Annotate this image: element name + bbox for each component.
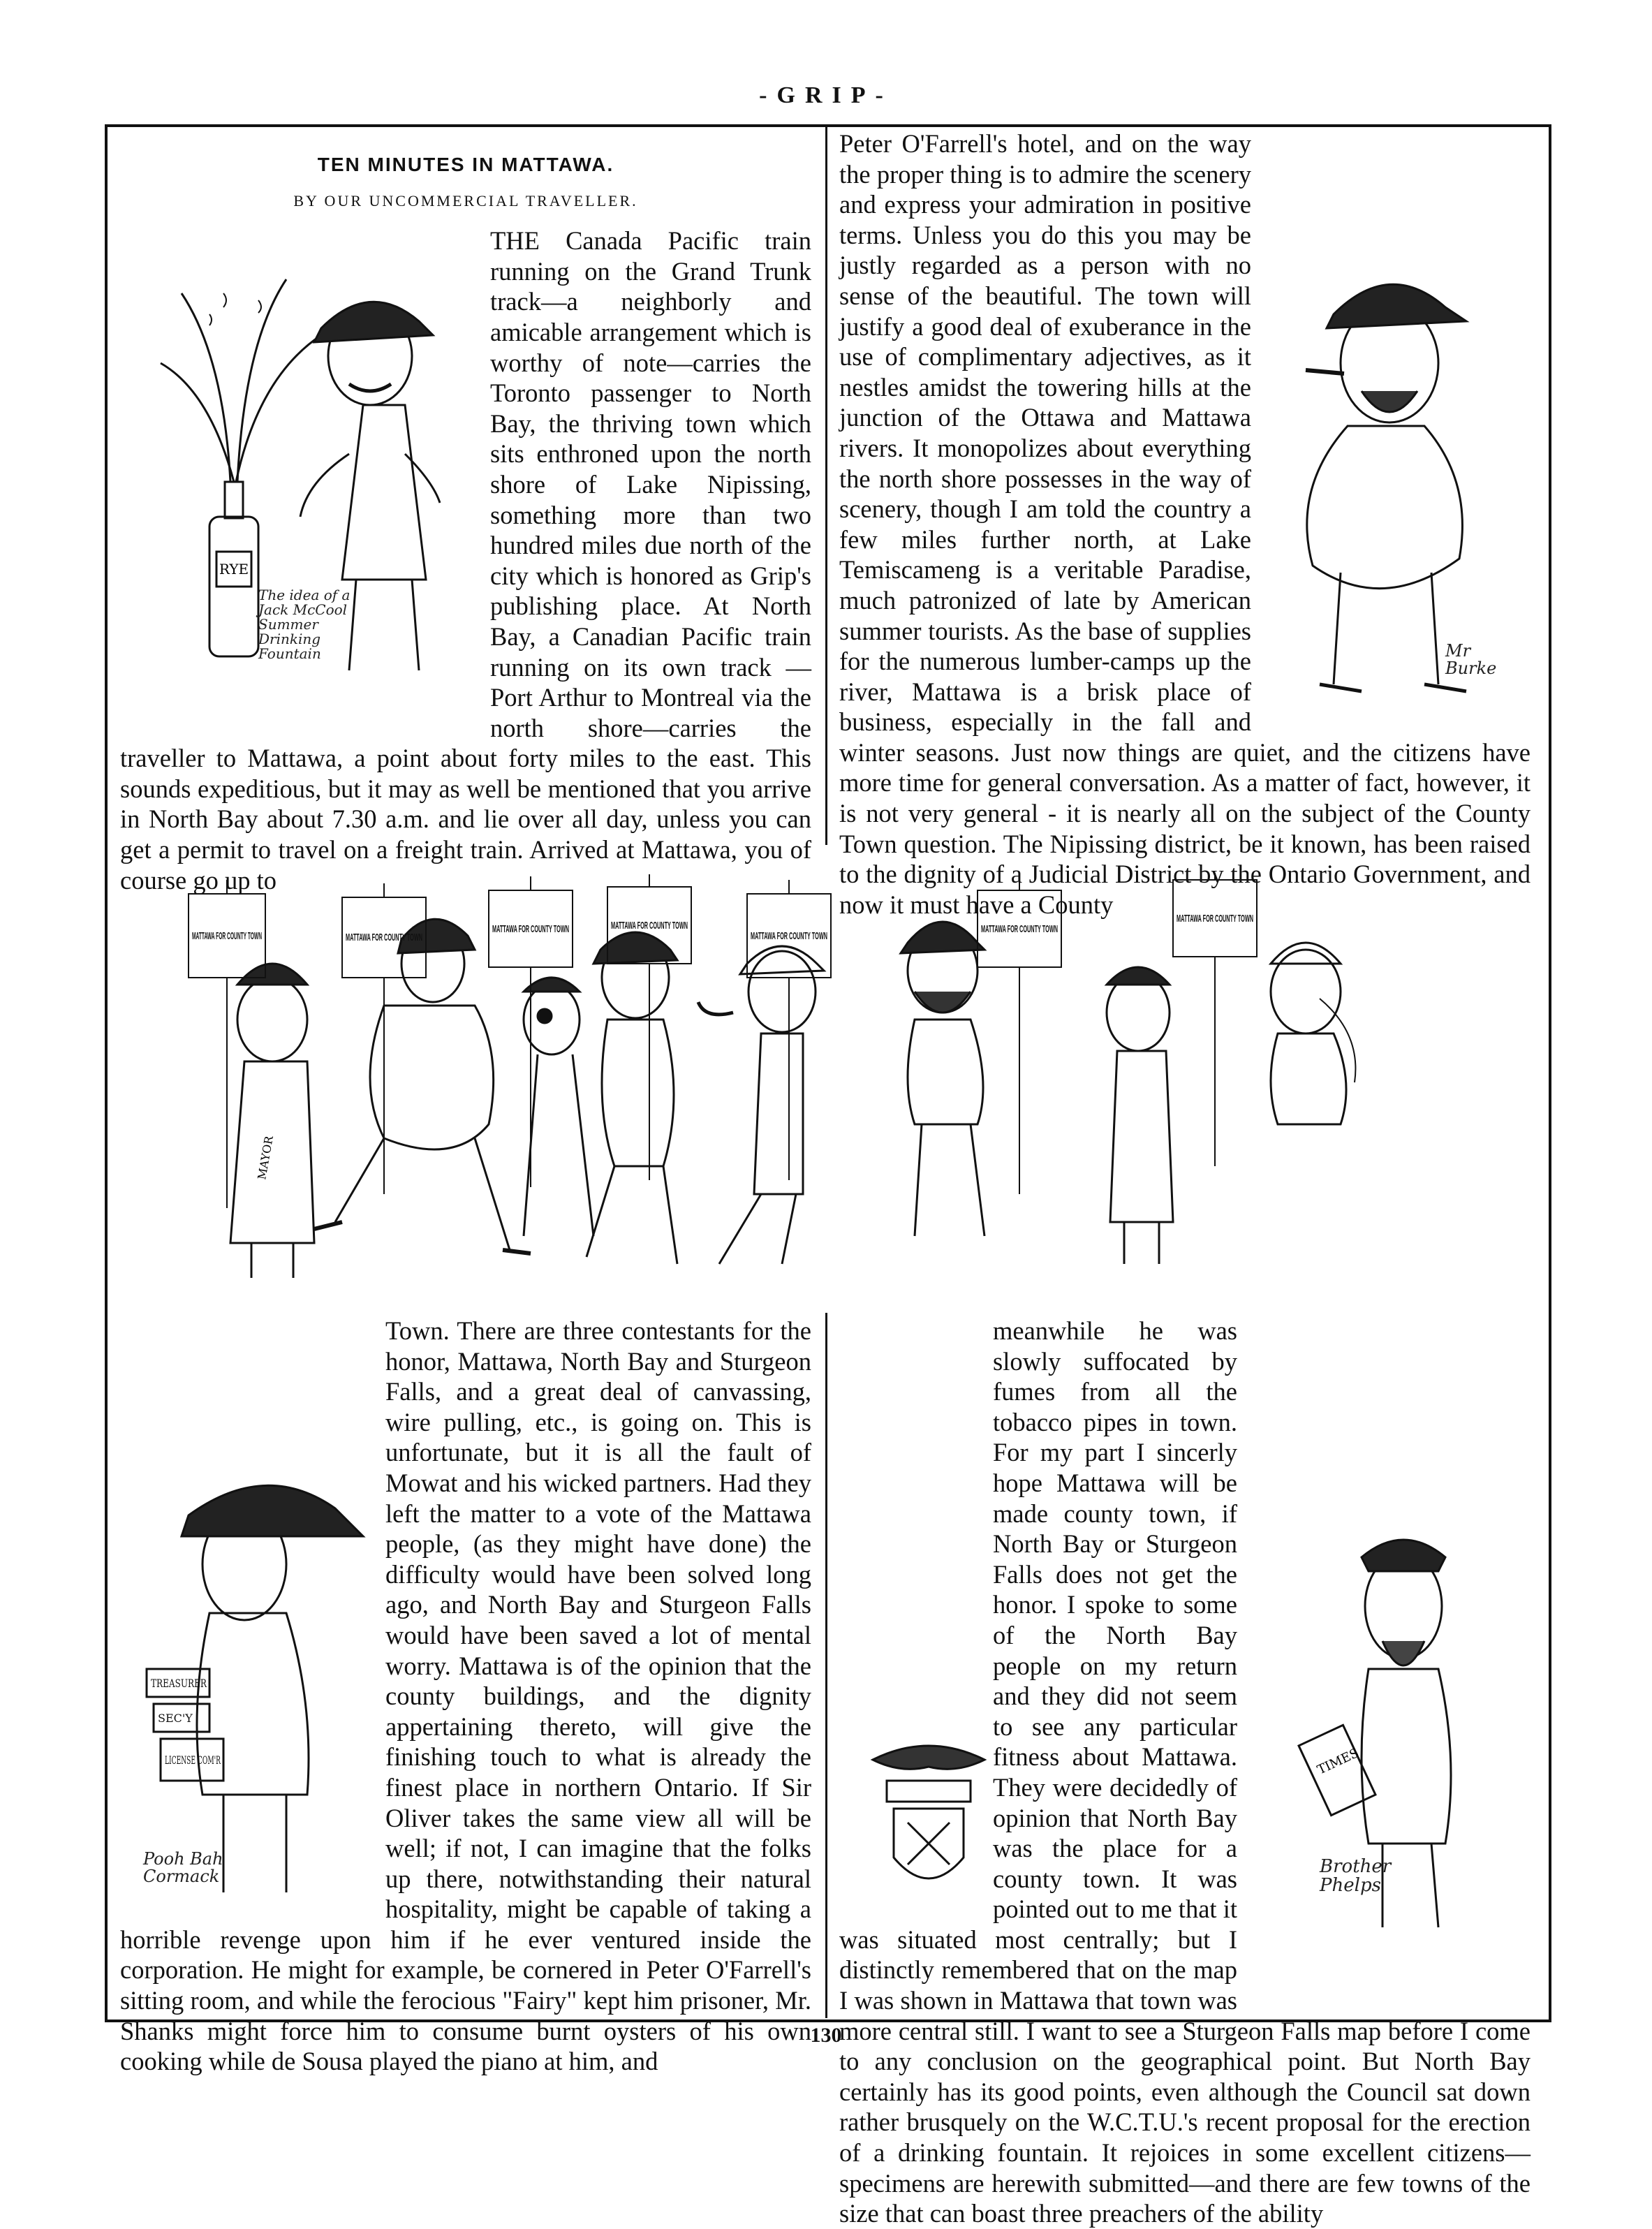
procession-drawing bbox=[175, 873, 1501, 1292]
bottle-label: RYE bbox=[219, 561, 249, 578]
secretary-paper-label: SEC'Y bbox=[158, 1712, 193, 1725]
marcher-5 bbox=[698, 946, 824, 1264]
wctu-crest bbox=[859, 1732, 998, 1906]
marcher-8 bbox=[1271, 943, 1355, 1124]
sign-text-6: MATTAWA FOR COUNTY TOWN bbox=[981, 923, 1058, 935]
sign-text-3: MATTAWA FOR COUNTY TOWN bbox=[492, 923, 569, 935]
newspaper-label: TIMES bbox=[1315, 1745, 1362, 1778]
column-divider-bottom bbox=[825, 1313, 827, 2018]
cormack-caption: Pooh Bah Cormack bbox=[143, 1849, 223, 1887]
phelps-caption: Brother Phelps bbox=[1320, 1856, 1392, 1897]
marcher-2 bbox=[314, 919, 531, 1253]
column-divider-top bbox=[825, 126, 827, 845]
article-byline: BY OUR UNCOMMERCIAL TRAVELLER. bbox=[293, 191, 638, 209]
fountain-caption: The idea of a Jack McCool Summer Drinking Fountain bbox=[258, 587, 351, 662]
marcher-6 bbox=[901, 922, 984, 1236]
marcher-3 bbox=[524, 978, 593, 1236]
sign-text-7: MATTAWA FOR COUNTY TOWN bbox=[1177, 913, 1253, 925]
article-text-col3: Town. There are three contestants for the honor, Mattawa, North Bay and Sturgeon Falls, and a great deal of canvassing, wire pulling, etc., is going on. This is unfortunate, but it is all the fault of Mowat and his wicked partners. Had they left the matter to a vote of the Mattawa people, (as they might have done) the difficulty would have been solved long ago, and North Bay and Sturgeon Falls would have been saved a lot of mental worry. Mattawa is of the opinion that the county buildings, and the dignity appertaining thereto, will give the finishing touch to what is already the finest place in northern Ontario. If Sir Oliver takes the same view all will be well; if not, I can imagine that the folks up there, notwithstanding their natural hospitality, might be capable of taking a horrible revenge upon him if he ever ventured inside the corporation. He might for example, be cornered in Peter O'Farrell's sitting room, and while the ferocious "Fairy" kept him prisoner, Mr. Shanks might force him to consume burnt oysters of his own cooking while de Sousa played the piano at him, and bbox=[120, 1316, 811, 2076]
cormack-cartoon bbox=[126, 1459, 384, 1913]
sign-text-2: MATTAWA FOR COUNTY TOWN bbox=[346, 932, 422, 943]
marcher-7 bbox=[1107, 967, 1173, 1264]
mayor-label: MAYOR bbox=[255, 1135, 276, 1181]
article-title: TEN MINUTES IN MATTAWA. bbox=[317, 154, 614, 175]
procession-sign-texts bbox=[192, 913, 1253, 1181]
burke-caption: Mr Burke bbox=[1445, 641, 1497, 679]
sign-text-1: MATTAWA FOR COUNTY TOWN bbox=[192, 930, 262, 942]
license-paper-label: LICENSE COM'R bbox=[165, 1753, 221, 1767]
sign-text-5: MATTAWA FOR COUNTY TOWN bbox=[751, 930, 827, 942]
cormack-drawing bbox=[126, 1459, 384, 1913]
marcher-1 bbox=[230, 964, 314, 1278]
running-header: -GRIP- bbox=[759, 82, 893, 108]
marcher-4 bbox=[587, 932, 677, 1264]
article-text-col4: meanwhile he was slowly suffocated by fumes from all the tobacco pipes in town. For my part I sincerly hope Mattawa will be made county town, if North Bay or Sturgeon Falls does not get the honor. I spoke to some of the North Bay people on my return and they did not seem to see any particular fitness about Mattawa. They were decidedly of opinion that North Bay was the place for a county town. It was pointed out to me that it was situated most centrally; but I distinctly remembered that on the map I was shown in Mattawa that town was more central still. I want to see a Sturgeon Falls map before I come to any conclusion on the geographical point. But North Bay certainly has its good points, even although the Council sat down rather brusquely on the W.C.T.U.'s recent proposal for the erection of a drinking fountain. It rejoices in some excellent citizens—specimens are herewith submitted—and there are few towns of the size that can boast three preachers of the ability bbox=[839, 1316, 1531, 2228]
sign-text-4: MATTAWA FOR COUNTY TOWN bbox=[611, 920, 688, 932]
treasurer-paper-label: TREASURER bbox=[151, 1677, 207, 1690]
crest-drawing bbox=[859, 1732, 998, 1906]
page-number: 130 bbox=[810, 2024, 842, 2047]
procession-cartoon bbox=[175, 873, 1501, 1292]
article-text-col2: Peter O'Farrell's hotel, and on the way the proper thing is to admire the scenery and express your admiration in positive terms. Unless you do this you may be justly regarded as a person with no sense of the beautiful. The town will justify a good deal of exuberance in the use of complimentary adjectives, as it nestles amidst the towering hills at the junction of the Ottawa and Mattawa rivers. It monopolizes about everything the north shore possesses in the way of scenery, though I am told the country a few miles further north, at Lake Temiscameng is a veritable Paradise, much patronized of late by American summer tourists. As the base of supplies for the numerous lumber-camps up the river, Mattawa is a brisk place of business, especially in the fall and winter seasons. Just now things are quiet, and the citizens have more time for general conversation. As a matter of fact, however, it is not very general - it is nearly all on the subject of the County Town question. The Nipissing district, be it known, has been raised to the dignity of a Judicial District by the Ontario Government, and now it must have a County bbox=[839, 129, 1531, 919]
article-text-col1: THE Canada Pacific train running on the Grand Trunk track—a neighborly and amicable arrangement which is worthy of note—carries the Toronto passenger to North Bay, the thriving town which sits enthroned upon the north shore of Lake Nipissing, something more than two hundred miles due north of the city which is honored as Grip's publishing place. At North Bay, a Canadian Pacific train running on its own track —Port Arthur to Montreal via the north shore—carries the traveller to Mattawa, a point about forty miles to the east. This sounds expeditious, but it may as well be mentioned that you arrive in North Bay about 7.30 a.m. and lie over all day, unless you can get a permit to travel on a freight train. Arrived at Mattawa, you of course go up to bbox=[120, 226, 811, 895]
